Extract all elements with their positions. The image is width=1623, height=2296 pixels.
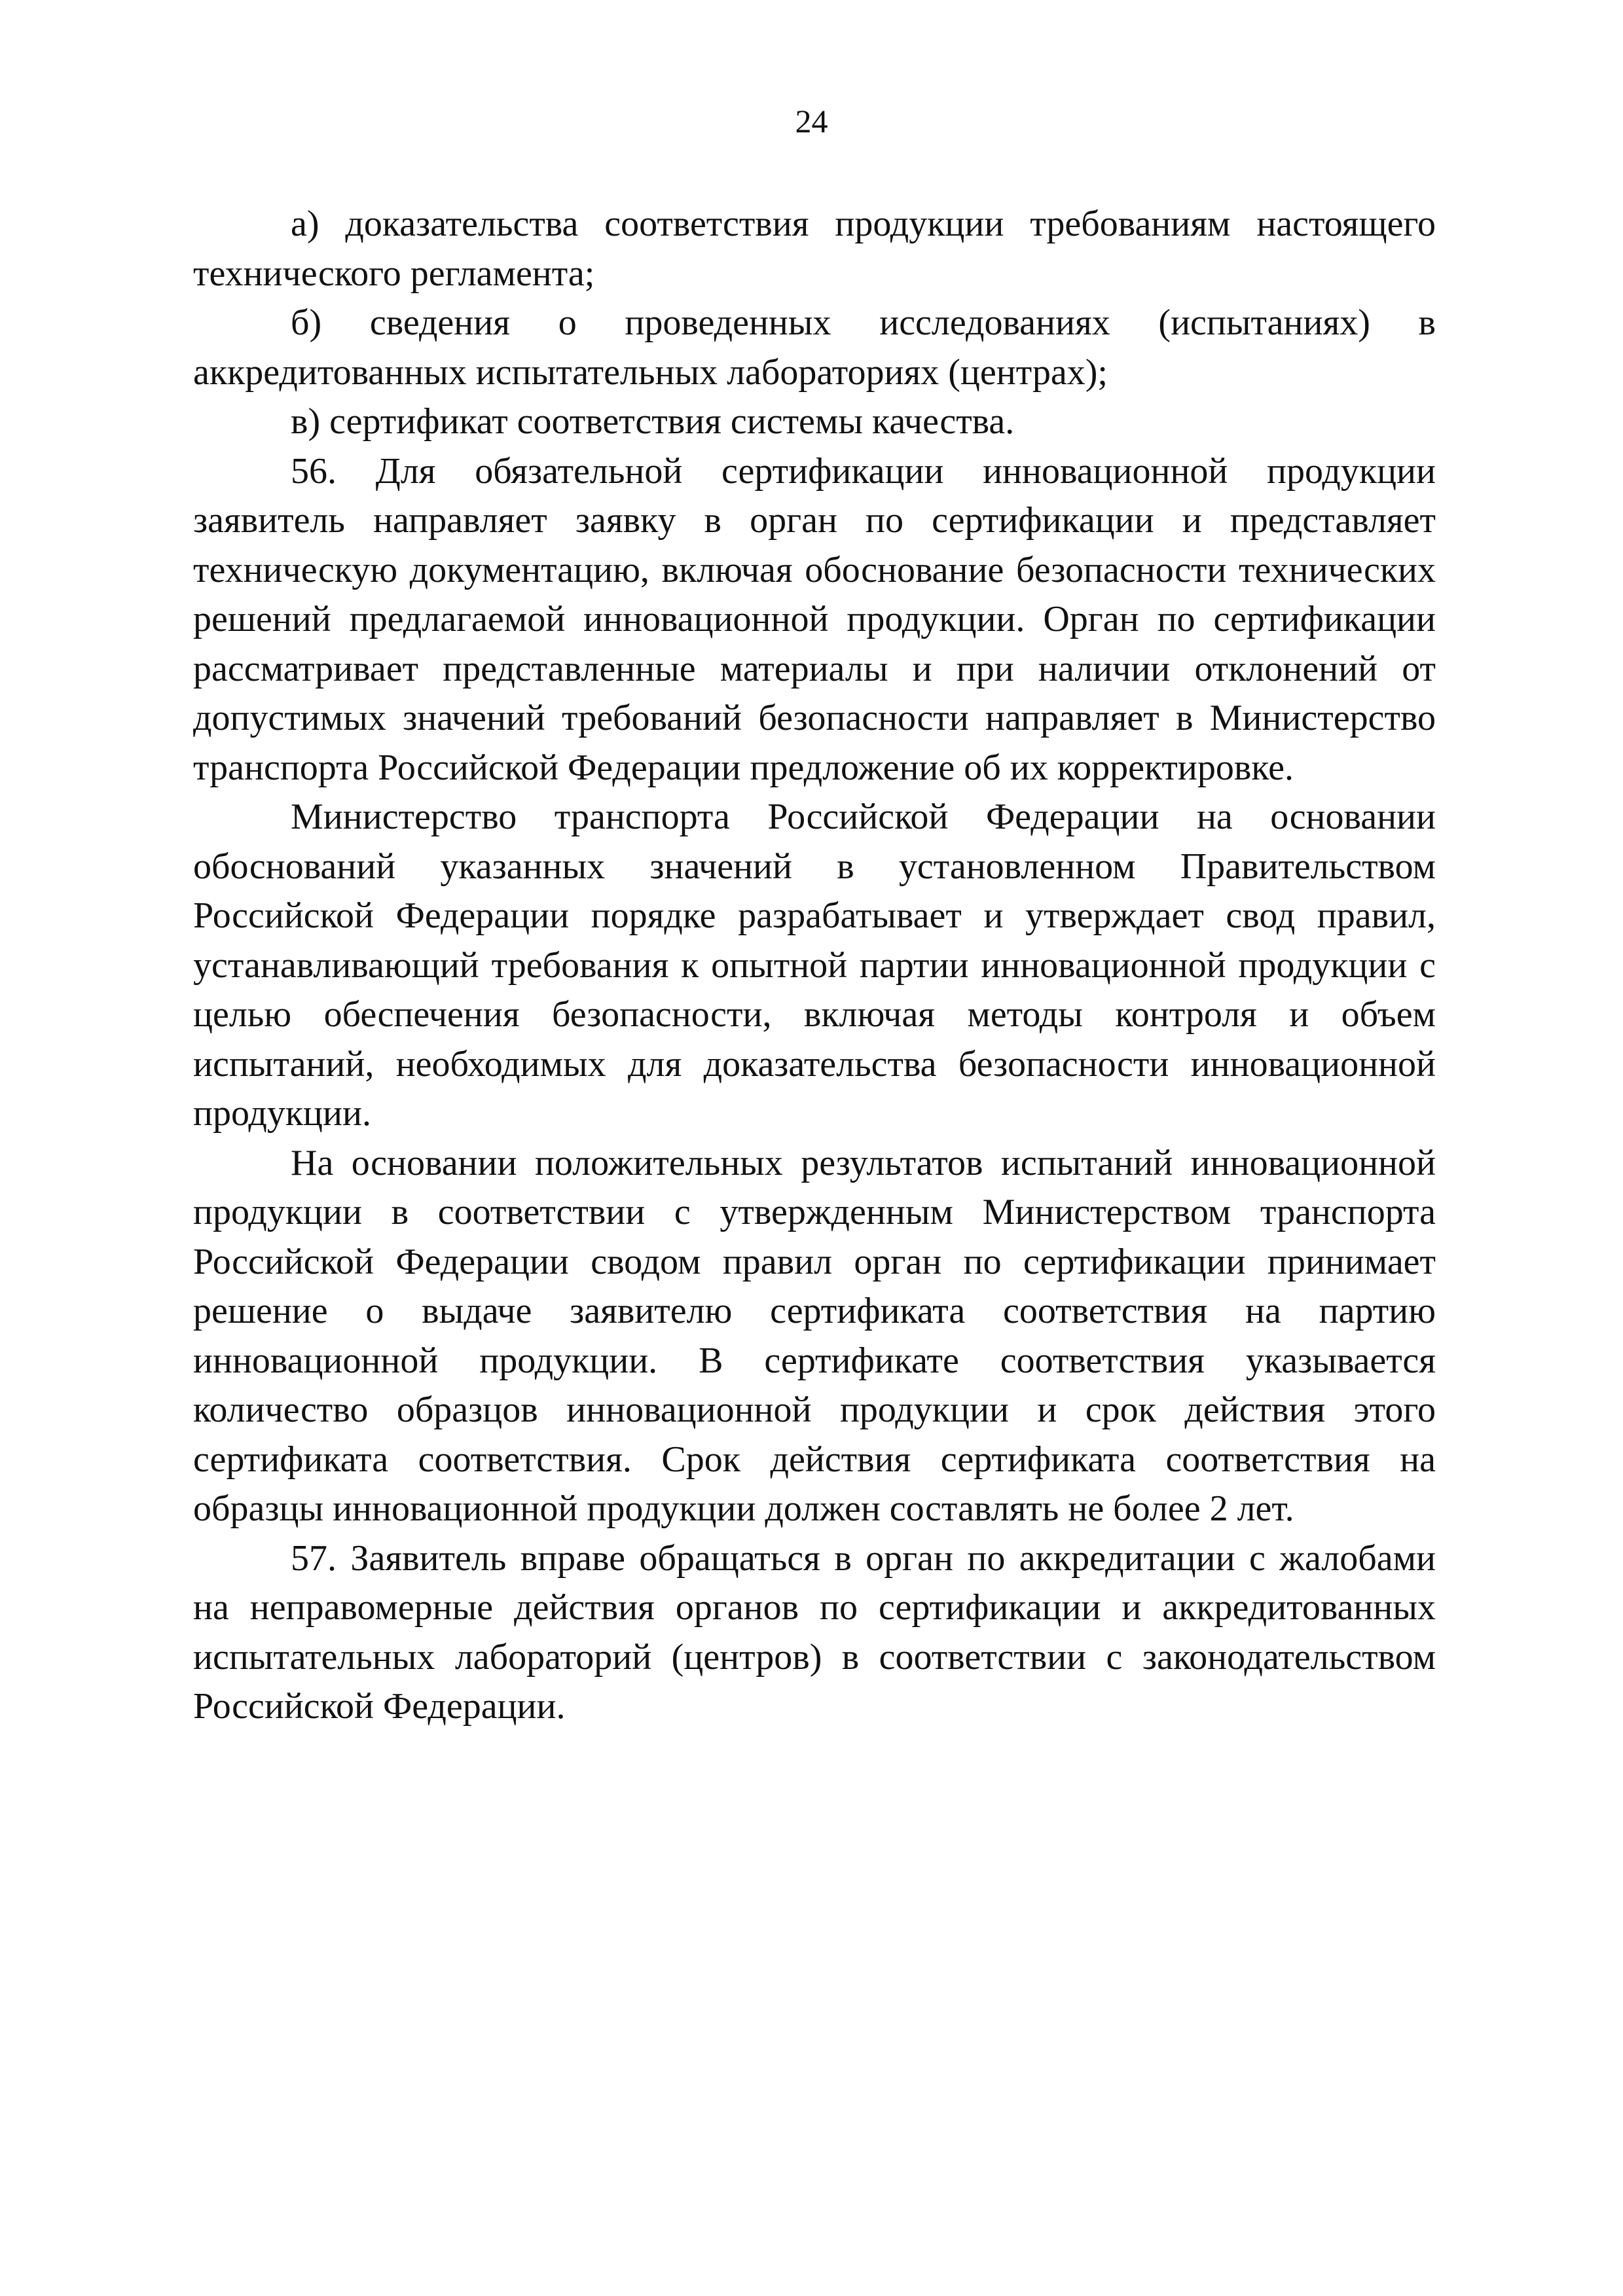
paragraph-item-a: а) доказательства соответствия продукции требованиям настоящего технического регламента; (193, 204, 1436, 294)
paragraph-clause-57: 57. Заявитель вправе обращаться в орган по аккредитации с жалобами на неправомерные действия органов по сертификации и аккредитованных испытательных лабораторий (центров) в соответствии с законодательством Российской Федерации. (193, 1537, 1436, 1727)
page-number: 24 (795, 103, 828, 139)
paragraph-certificate-decision: На основании положительных результатов испытаний инновационной продукции в соответствии с утвержденным Министерством транспорта Российской Федерации сводом правил орган по сертификации принимает решение о выдаче заявителю сертификата соответствия на партию инновационной продукции. В сертификате соответствия указывается количество образцов инновационной продукции и срок действия этого сертификата соответствия. Срок действия сертификата соответствия на образцы инновационной продукции должен составлять не более 2 лет. (193, 1142, 1436, 1529)
paragraph-clause-56: 56. Для обязательной сертификации инновационной продукции заявитель направляет заявку в орган по сертификации и представляет техническую документацию, включая обоснование безопасности технических решений предлагаемой инновационной продукции. Орган по сертификации рассматривает представленные материалы и при наличии отклонений от допустимых значений требований безопасности направляет в Министерство транспорта Российской Федерации предложение об их корректировке. (193, 450, 1436, 788)
paragraph-item-b: б) сведения о проведенных исследованиях (испытаниях) в аккредитованных испытательных лабораториях (центрах); (193, 302, 1436, 393)
document-body (193, 200, 1436, 1732)
paragraph-ministry-rules: Министерство транспорта Российской Федерации на основании обоснований указанных значений в установленном Правительством Российской Федерации порядке разрабатывает и утверждает свод правил, устанавливающий требования к опытной партии инновационной продукции с целью обеспечения безопасности, включая методы контроля и объем испытаний, необходимых для доказательства безопасности инновационной продукции. (193, 797, 1436, 1134)
paragraph-item-v: в) сертификат соответствия системы качества. (291, 401, 1015, 442)
